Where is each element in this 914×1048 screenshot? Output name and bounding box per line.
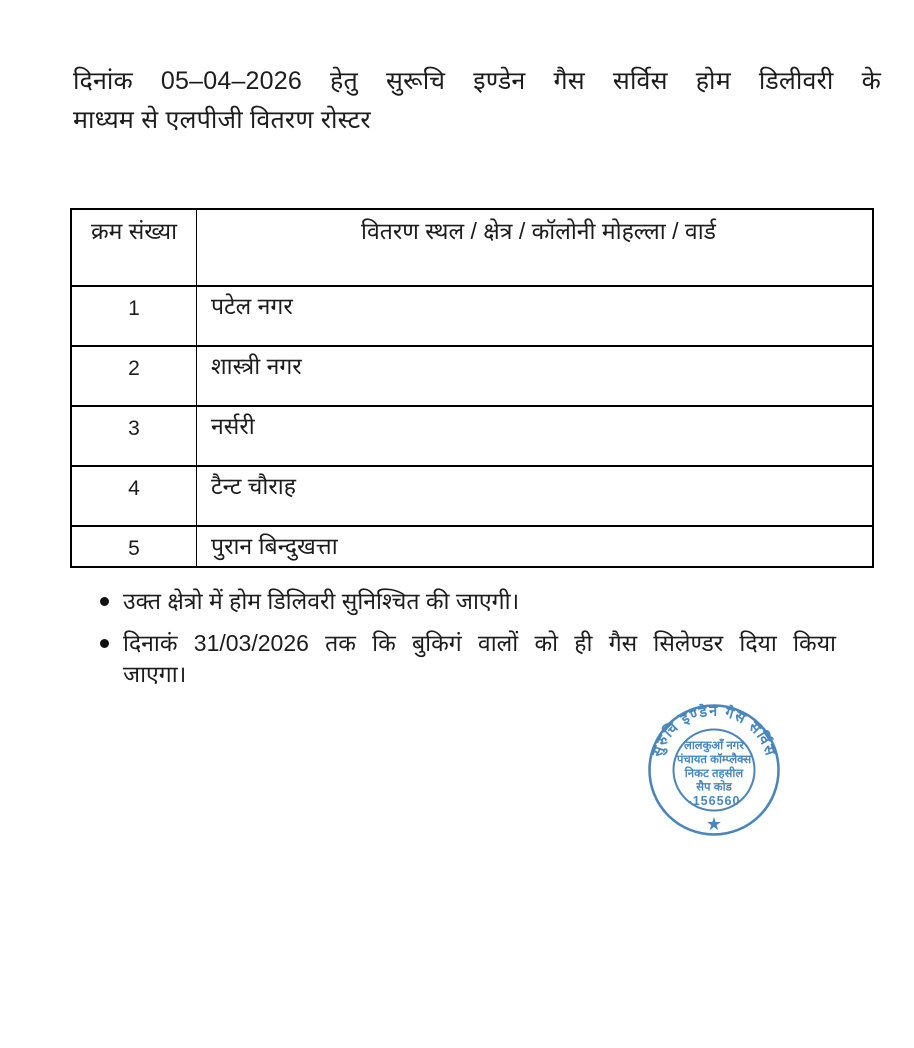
- note2-line2: जाएगा।: [123, 661, 187, 687]
- document-title: [73, 62, 881, 140]
- header-serial-number: क्रम संख्या: [71, 209, 197, 286]
- cell-location: टैन्ट चौराह: [197, 466, 874, 526]
- stamp-ring-text: सुरुचि इण्डेन गैस सर्विस: [649, 703, 779, 759]
- bullet-icon: [100, 639, 109, 648]
- title-line-1: दिनांक 05–04–2026 हेतु सुरूचि इण्डेन गैस सर्विस होम डिलीवरी के: [73, 67, 881, 95]
- table-header-row: [71, 209, 873, 286]
- cell-serial: 3: [71, 406, 197, 466]
- title-line-2: माध्यम से एलपीजी वितरण रोस्टर: [73, 106, 371, 134]
- cell-location: शास्त्री नगर: [197, 346, 874, 406]
- list-item: [100, 628, 836, 690]
- stamp-address-line-1: लालकुआँ नगर: [684, 740, 744, 752]
- header-location: वितरण स्थल / क्षेत्र / कॉलोनी मोहल्ला / वार्ड: [197, 209, 874, 286]
- cell-serial: 1: [71, 286, 197, 346]
- table-row: [71, 526, 873, 567]
- cell-location: पटेल नगर: [197, 286, 874, 346]
- distribution-roster-table: [70, 208, 874, 568]
- table-row: [71, 466, 873, 526]
- rubber-stamp-seal: [644, 696, 784, 848]
- cell-location: पुरान बिन्दुखत्ता: [197, 526, 874, 567]
- cell-serial: 5: [71, 526, 197, 567]
- cell-serial: 2: [71, 346, 197, 406]
- cell-location: नर्सरी: [197, 406, 874, 466]
- stamp-star-icon: ★: [705, 814, 723, 834]
- table-row: [71, 406, 873, 466]
- stamp-address-line-4: सैप कोड: [696, 781, 732, 794]
- stamp-sap-code: -156560: [687, 794, 741, 808]
- notes-list: [100, 586, 836, 701]
- table-row: [71, 346, 873, 406]
- table-row: [71, 286, 873, 346]
- cell-serial: 4: [71, 466, 197, 526]
- list-item: [100, 586, 836, 617]
- note-text: [123, 628, 836, 690]
- note-text: [123, 586, 836, 617]
- bullet-icon: [100, 597, 109, 606]
- note1-line1: उक्त क्षेत्रो में होम डिलिवरी सुनिश्चित की जाएगी।: [123, 588, 520, 614]
- note2-line1: दिनाकं 31/03/2026 तक कि बुकिगं वालों को ही गैस सिलेण्डर दिया किया: [123, 630, 836, 656]
- stamp-address-line-2: पंचायत कॉम्प्लैक्स: [676, 754, 752, 766]
- stamp-address-line-3: निकट तहसील: [684, 768, 744, 780]
